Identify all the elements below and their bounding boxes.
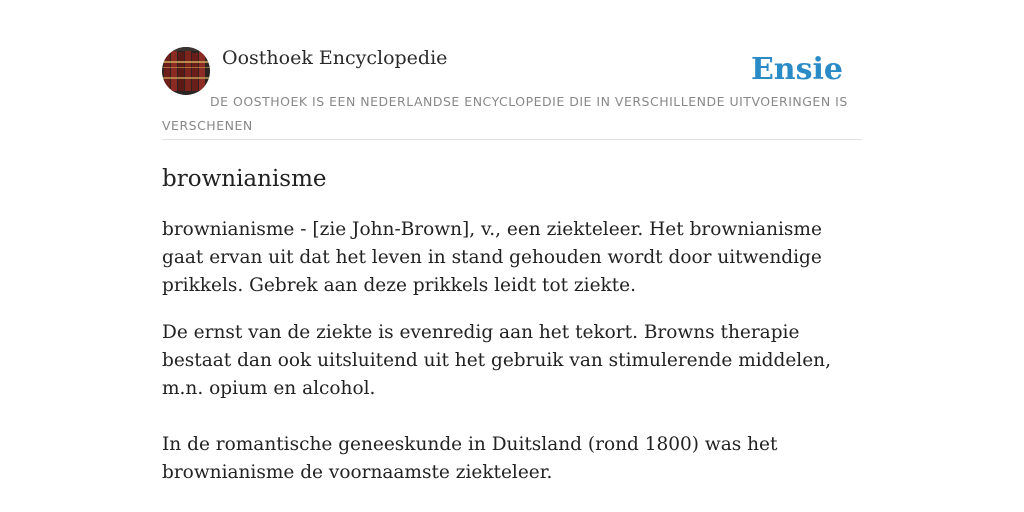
header-divider [162, 139, 862, 140]
article-body [162, 216, 864, 487]
article-paragraph: De ernst van de ziekte is evenredig aan het tekort. Browns therapie bestaat dan ook uitsluitend uit het gebruik van stimulerende middelen, m.n. opium en alcohol. [162, 322, 831, 399]
article-title: brownianisme [162, 166, 327, 192]
brand-logo[interactable]: Ensie [750, 52, 843, 87]
site-name[interactable]: Oosthoek Encyclopedie [222, 47, 448, 69]
article-paragraph: In de romantische geneeskunde in Duitsland (rond 1800) was het brownianisme de voornaamste ziekteleer. [162, 434, 778, 483]
encyclopedia-books-icon [162, 47, 210, 95]
site-tagline: DE OOSTHOEK IS EEN NEDERLANDSE ENCYCLOPEDIE DIE IN VERSCHILLENDE UITVOERINGEN IS VERSCHENEN [162, 94, 848, 133]
article-paragraph: brownianisme - [zie John-Brown], v., een ziekteleer. Het brownianisme gaat ervan uit dat het leven in stand gehouden wordt door uitwendige prikkels. Gebrek aan deze prikkels leidt tot ziekte. [162, 219, 822, 296]
encyclopedia-avatar[interactable] [162, 47, 210, 95]
